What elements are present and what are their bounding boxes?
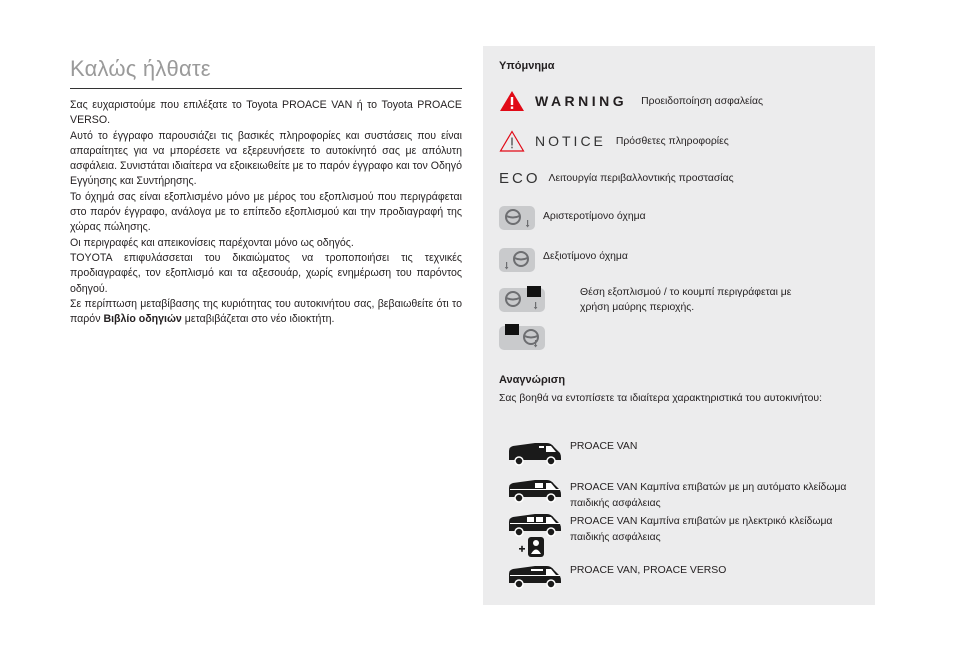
car-label: PROACE VAN Καμπίνα επιβατών με ηλεκτρικό κλείδωμα παιδικής ασφάλειας xyxy=(570,516,833,543)
car-label: PROACE VAN, PROACE VERSO xyxy=(570,565,727,576)
page-title: Καλώς ήλθατε xyxy=(70,56,211,81)
warning-text: Προειδοποίηση ασφαλείας xyxy=(641,95,764,107)
steering-wheel-icon xyxy=(499,248,535,272)
intro-paragraph: TOYOTA επιφυλάσσεται του δικαιώματος να τροποποιήσει τις τεχνικές προδιαγραφές, τον εξοπλισμό και τα αξεσουάρ, χωρίς ενημέρωση του παρόντος οδηγού. xyxy=(70,251,462,295)
child-lock-icon xyxy=(517,536,545,558)
warning-triangle-icon xyxy=(499,90,525,112)
legend-eco xyxy=(499,170,734,187)
legend-notice xyxy=(499,130,729,152)
ident-text: Σας βοηθά να εντοπίσετε τα ιδιαίτερα χαρακτηριστικά του αυτοκινήτου: xyxy=(499,393,822,404)
ident-heading: Αναγνώριση xyxy=(499,374,566,386)
legend-warning xyxy=(499,90,763,112)
van-icon xyxy=(505,564,563,590)
car-label: PROACE VAN Καμπίνα επιβατών με μη αυτόματο κλείδωμα παιδικής ασφάλειας xyxy=(570,482,847,509)
title-rule xyxy=(70,88,462,89)
eco-text: Λειτουργία περιβαλλοντικής προστασίας xyxy=(548,173,734,184)
intro-paragraph: Το όχημά σας είναι εξοπλισμένο μόνο με μέρος του εξοπλισμού που περιγράφεται στο παρόν έγγραφο, ανάλογα με το επίπεδο εξοπλισμού και την προδιαγραφή της χώρας πώλησης. xyxy=(70,190,462,234)
position-text-2: χρήση μαύρης περιοχής. xyxy=(580,302,695,313)
manual-name: Βιβλίο οδηγιών xyxy=(103,313,182,326)
van-icon xyxy=(505,478,563,504)
intro-body xyxy=(70,98,462,327)
van-icon xyxy=(505,512,563,538)
intro-paragraph: Αυτό το έγγραφο παρουσιάζει τις βασικές πληροφορίες και συστάσεις που είναι απαραίτητες για να μπορέσετε να εξερευνήσετε το αυτοκίνητό σας με απόλυτη ασφάλεια. Συνιστάται ιδιαίτερα να εξοικειωθείτε με το παρόν έγγραφο και τον Οδηγό Εγγύησης και Συντήρησης. xyxy=(70,129,462,188)
warning-word: WARNING xyxy=(535,93,628,109)
legend-heading: Υπόμνημα xyxy=(499,60,555,72)
van-icon xyxy=(505,441,563,467)
steering-wheel-icon xyxy=(499,206,535,230)
intro-column xyxy=(70,56,462,327)
intro-paragraph: Σας ευχαριστούμε που επιλέξατε το Toyota PROACE VAN ή το Toyota PROACE VERSO. xyxy=(70,99,462,127)
notice-word: NOTICE xyxy=(535,133,606,149)
intro-paragraph-last: Σε περίπτωση μεταβίβασης της κυριότητας του αυτοκινήτου σας, βεβαιωθείτε ότι το παρόν Βιβλίο οδηγιών μεταβιβάζεται στο νέο ιδιοκτήτη. xyxy=(70,297,462,326)
rhd-text: Δεξιοτίμονο όχημα xyxy=(543,251,628,262)
lhd-text: Αριστεροτίμονο όχημα xyxy=(543,211,646,222)
equipment-position-icon xyxy=(499,286,545,314)
position-text-1: Θέση εξοπλισμού / το κουμπί περιγράφεται με xyxy=(580,287,792,298)
eco-word: ECO xyxy=(499,170,541,187)
car-label: PROACE VAN xyxy=(570,441,638,452)
legend-panel xyxy=(483,46,875,605)
equipment-position-icon xyxy=(499,324,545,352)
intro-paragraph: Οι περιγραφές και απεικονίσεις παρέχονται μόνο ως οδηγός. xyxy=(70,236,354,249)
notice-triangle-icon xyxy=(499,130,525,152)
notice-text: Πρόσθετες πληροφορίες xyxy=(615,135,729,147)
